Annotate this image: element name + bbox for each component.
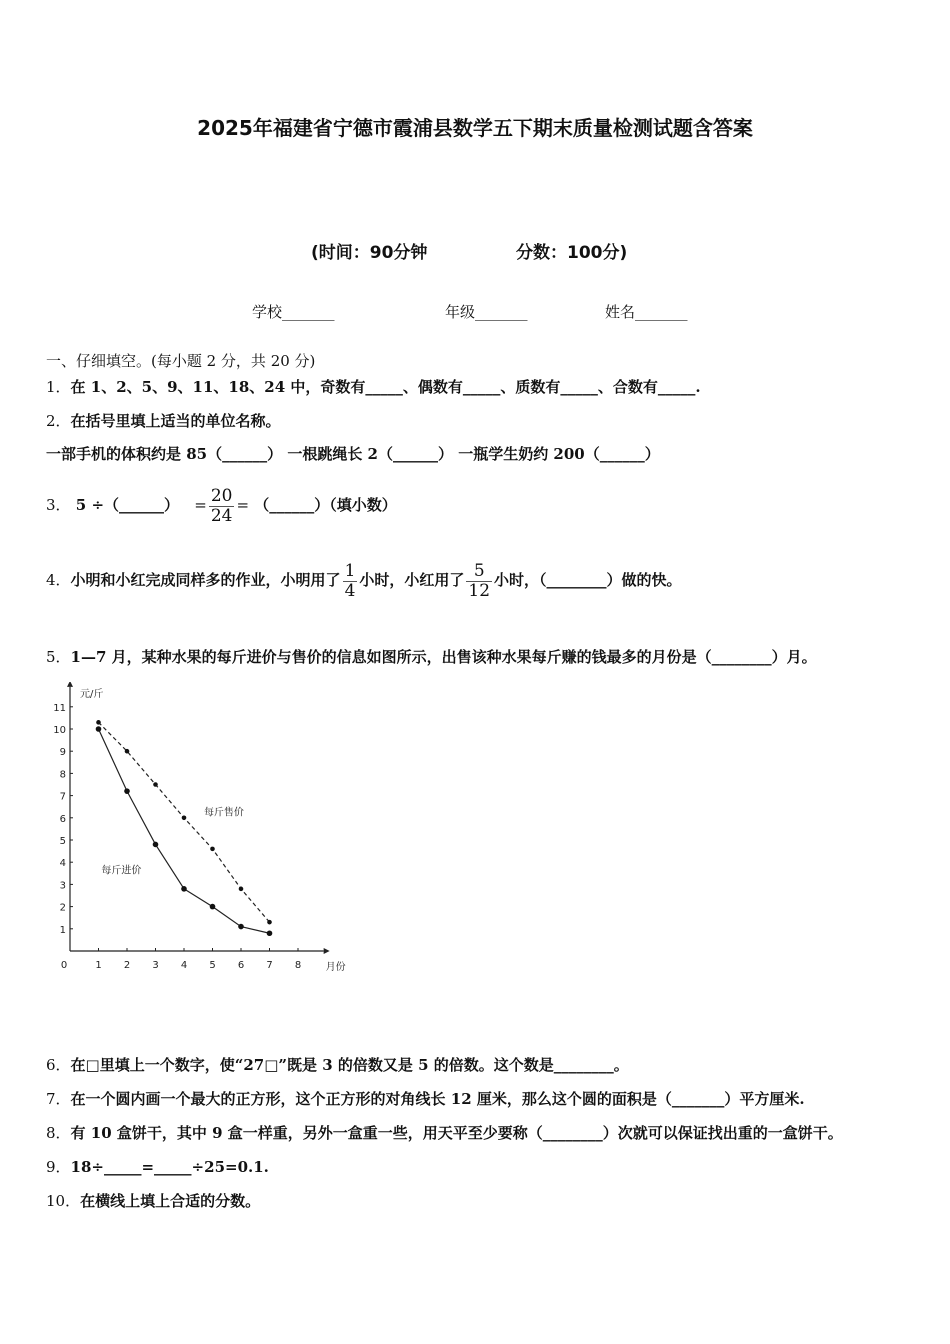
name-field[interactable]: 姓名_______	[605, 303, 688, 321]
section-heading: 一、仔细填空。(每小题 2 分，共 20 分)	[46, 352, 316, 370]
purchase-price-point	[181, 886, 187, 892]
question-text: 在括号里填上适当的单位名称。	[70, 412, 281, 430]
question-number: 9．	[46, 1158, 71, 1176]
fraction-denominator: 24	[210, 505, 233, 526]
selling-price-point	[182, 816, 187, 821]
y-tick-label: 11	[53, 702, 66, 714]
document-title: 2025年福建省宁德市霞浦县数学五下期末质量检测试题含答案	[197, 116, 753, 140]
y-tick-label: 3	[59, 880, 66, 892]
question-8	[46, 1122, 843, 1143]
question-2-blanks: 一部手机的体积约是 85（______） 一根跳绳长 2（______） 一瓶学生奶约 200（______）	[46, 445, 660, 463]
exam-score: 分数：100分)	[516, 243, 628, 263]
selling-price-point	[239, 887, 244, 892]
purchase-price-point	[238, 924, 244, 930]
y-tick-label: 9	[59, 747, 66, 759]
fraction-numerator: 5	[466, 562, 492, 582]
question-text: 在横线上填上合适的分数。	[80, 1192, 261, 1210]
selling-price-line	[99, 722, 270, 922]
x-axis-arrow	[324, 948, 330, 954]
origin-label: 0	[60, 960, 68, 971]
grade-field[interactable]: 年级_______	[445, 303, 528, 321]
series-label-purchase-price: 每斤进价	[101, 865, 142, 877]
y-tick-label: 1	[59, 924, 66, 936]
y-tick-label: 7	[59, 791, 66, 803]
x-tick-label: 7	[266, 960, 273, 971]
fraction-1-4	[343, 562, 358, 600]
selling-price-point	[267, 920, 272, 925]
equals-sign: =	[236, 496, 250, 514]
fraction-numerator: 1	[344, 561, 356, 581]
purchase-price-line	[99, 729, 270, 933]
y-axis-label: 元/斤	[80, 689, 104, 700]
x-tick-label: 6	[237, 960, 245, 971]
y-tick-label: 2	[59, 902, 66, 914]
question-4-part1: 小明和小红完成同样多的作业，小明用了	[70, 571, 341, 590]
fraction-denominator: 12	[468, 580, 491, 601]
selling-price-point	[125, 749, 130, 754]
question-4	[46, 562, 682, 600]
question-text: 有 10 盒饼干，其中 9 盒一样重，另外一盒重一些，用天平至少要称（________）次就可以保证找出重的一盒饼干。	[70, 1124, 843, 1142]
purchase-price-point	[96, 726, 102, 732]
question-3-part2: （______）（填小数）	[254, 496, 397, 514]
fraction-denominator: 4	[344, 580, 356, 601]
question-3	[46, 478, 397, 533]
purchase-price-point	[267, 930, 273, 936]
y-tick-label: 10	[53, 725, 66, 736]
x-tick-label: 3	[152, 960, 159, 971]
selling-price-point	[153, 782, 158, 787]
question-5	[46, 646, 817, 667]
chart-ticks	[53, 703, 301, 971]
question-10	[46, 1190, 260, 1211]
question-number: 2．	[46, 412, 71, 430]
question-text: 18÷_____=_____÷25=0.1.	[70, 1158, 269, 1176]
question-9	[46, 1156, 269, 1177]
question-number: 4．	[46, 571, 71, 590]
question-text: 在 1、2、5、9、11、18、24 中，奇数有_____、偶数有_____、质数有_____、合数有_____.	[70, 378, 701, 396]
question-text: 在□里填上一个数字，使“27□”既是 3 的倍数又是 5 的倍数。这个数是________。	[70, 1056, 629, 1074]
question-7	[46, 1088, 805, 1109]
equals-sign: =	[194, 496, 207, 514]
purchase-price-point	[210, 904, 216, 910]
chart-series	[96, 720, 273, 936]
exam-time: (时间：90分钟	[311, 243, 428, 263]
question-number: 10．	[46, 1192, 81, 1210]
purchase-price-point	[153, 842, 159, 848]
y-axis-arrow	[67, 682, 73, 687]
x-tick-label: 8	[294, 960, 302, 971]
question-text: 在一个圆内画一个最大的正方形，这个正方形的对角线长 12 厘米，那么这个圆的面积是（_______）平方厘米.	[70, 1090, 805, 1108]
question-number: 3．	[46, 496, 71, 514]
question-number: 8．	[46, 1124, 71, 1142]
fraction-20-24	[209, 487, 235, 525]
x-tick-label: 2	[123, 960, 131, 971]
question-number: 5．	[46, 648, 71, 666]
question-6	[46, 1054, 629, 1075]
question-4-part2: 小时，小红用了	[359, 571, 465, 590]
x-axis-label: 月份	[325, 962, 346, 973]
school-field[interactable]: 学校_______	[252, 303, 335, 321]
x-tick-label: 4	[180, 960, 188, 971]
chart-axes	[67, 682, 330, 954]
question-number: 1．	[46, 378, 71, 396]
fraction-numerator: 20	[210, 485, 233, 506]
x-tick-label: 5	[209, 960, 216, 971]
question-3-part1: 5 ÷（______）	[75, 496, 180, 514]
y-tick-label: 6	[59, 813, 66, 825]
fraction-5-12	[466, 562, 492, 600]
question-number: 7．	[46, 1090, 71, 1108]
purchase-price-point	[124, 788, 130, 794]
y-tick-label: 4	[59, 858, 66, 870]
selling-price-point	[96, 720, 101, 725]
question-2	[46, 410, 281, 431]
y-tick-label: 5	[59, 836, 66, 847]
y-tick-label: 8	[59, 769, 66, 781]
selling-price-point	[210, 847, 215, 852]
question-1	[46, 376, 701, 397]
price-chart	[50, 682, 350, 982]
question-number: 6．	[46, 1056, 71, 1074]
question-4-part3: 小时，（________）做的快。	[494, 571, 682, 590]
x-tick-label: 1	[95, 960, 102, 971]
series-label-selling-price: 每斤售价	[203, 807, 244, 819]
question-text: 1—7 月，某种水果的每斤进价与售价的信息如图所示，出售该种水果每斤赚的钱最多的月份是（________）月。	[70, 648, 817, 666]
